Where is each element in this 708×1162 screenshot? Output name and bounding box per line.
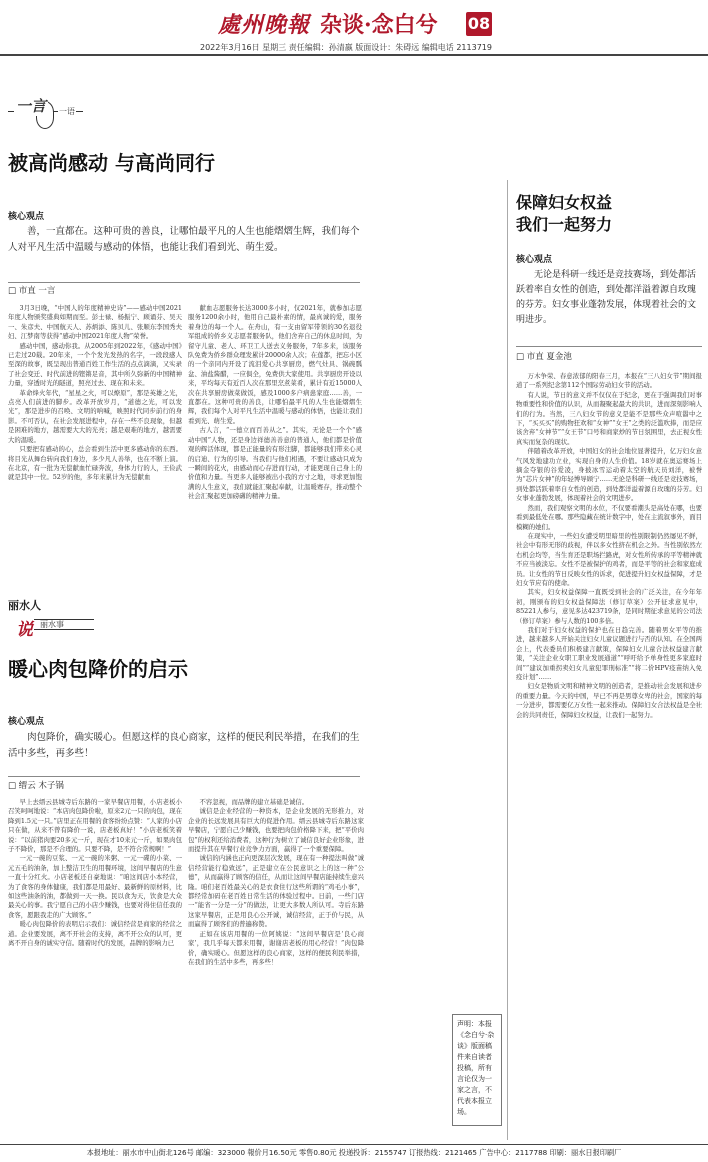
article1-title: 被高尚感动 与高尚同行 bbox=[8, 151, 215, 175]
article1-key-label: 核心观点 bbox=[8, 212, 45, 222]
article1-key-text: 善，一直都在。这种可贵的善良，让哪怕最平凡的人生也能熠熠生辉，我们每个人对平凡生活中温暖与感动的体悟，也能让我们看到光、萌生爱。 bbox=[8, 226, 360, 253]
masthead-meta: 2022年3月16日 星期三 责任编辑：孙清嬴 版面设计：朱碍远 编辑电话 2113719 bbox=[200, 43, 492, 52]
paragraph: 正如在该店用餐的一位阿姨说：“这间早餐店是‘良心商家’，我几乎每天都来用餐，谢谢店老板的用心经营！”肉包降价，确实暖心。但愿这样的良心商家，这样的便民利民举措，在我们的生活中多些，再多些！ bbox=[188, 929, 364, 966]
section-name: 杂谈·念白兮 bbox=[320, 12, 438, 38]
article3-title-line1: 保障妇女权益 bbox=[516, 193, 613, 212]
article2-divider bbox=[8, 776, 360, 777]
article3-byline: □ 市直 夏金池 bbox=[516, 352, 572, 362]
article3-key-text: 无论是科研一线还是竞技赛场，到处都活跃着率自女性的创造，到处都洋溢着源自玫瑰的芬芳。妇女事业蓬勃发展，体现着社会的文明进步。 bbox=[516, 270, 697, 325]
article3-key-label: 核心观点 bbox=[516, 255, 553, 265]
top-rule bbox=[0, 54, 708, 56]
paragraph: 诚信的内涵也正向更深层次发展，现在有一种提法叫做“诚信经营能行稳致远”，正是建立在公民意识之上的这一种“公德”，从而赢得了顾客的信任，从而让这间早餐店能持续生意兴隆。咱们老百姓最关心的是衣食住行这些所谓的“鸡毛小事”，都经常加码在老百姓日常生活的体验过程中。日前，一些门店一“能省一分是一分”的做法，让更大多数人所认可。寺后东路这家早餐店，正是用良心公开诚，诚信经营，正于价与民，从而赢得了顾客们的普遍称赞。 bbox=[188, 854, 364, 929]
paragraph: 其实，妇女权益保障一直既受到社会的广泛关注，在今年年初，刚颁布的妇女权益保障法（修订草案）公开征求意见中，85221人参与，意见多达423719条，是同时期征求意见的公司法（修订草案）参与人数的100多倍。 bbox=[516, 588, 702, 625]
footer: 本报地址：丽水市中山街北126号 邮编：323000 報价月16.50元 零售0.80元 投递投诉：2155747 订报热线：2121465 广告中心：2117788 印刷：丽水日报印刷厂 bbox=[0, 1144, 708, 1162]
article3-column bbox=[516, 372, 702, 1142]
section-logo-say: 说 bbox=[16, 620, 33, 640]
article2-title: 暖心肉包降价的启示 bbox=[8, 657, 188, 681]
paragraph: 革命烽火年代，“星星之火，可以燎原”，那是英雄之光，点亮人们前进的脚步。改革开放岁月，“道德之光，可以发光”，那是进步的召唤、文明的呐喊，映照时代同步前行的身影。不可否认，在社会发展进程中，存在一些不良现象，但越是困难的地方，越需要大大的光亮；越是艰难的地方，越需要大的温暖。 bbox=[8, 388, 182, 444]
section-logo-small: 丽水事 bbox=[40, 620, 64, 629]
paragraph: 伴随着改革开放，中国妇女的社会地位显著提升，亿万妇女意气风发地建功立业，实现自身的人生价值。18岁就在奥运赛场上摘金夺银的谷爱凌，身披冰雪运动着太空的航天员刘洋，被誉为“芯片女神”的年轻博导顾宁……无论是科研一线还是竞技赛场，到处都活跃着率自女性的创造，到处都洋溢着源自玫瑰的芬芳。妇女事业蓬勃发展，体现着社会的文明进步。 bbox=[516, 447, 702, 503]
section-logo-big: 丽水人 bbox=[8, 599, 41, 612]
paragraph: 早上去缙云县城寺后东路的一家早餐店用餐，小店老板小召笑呵呵地说：“本店肉包降价啦，原来2元一只的肉包，现在降到1.5元一只。”店里正在用餐的食客纷纷点赞：“人家的小店只在做，从来不曾有降价一说，店老板真好！”小店老板笑着说：“以前猪肉要20多元一斤，现在才10来元一斤，如果肉包子不降价，那是不合理的。只要不降，是不符合常规啊！” bbox=[8, 798, 182, 854]
article2-left-column bbox=[8, 798, 182, 1142]
article2-key-label: 核心观点 bbox=[8, 717, 45, 727]
article1-left-column bbox=[8, 304, 182, 590]
article2-byline: □ 缙云 木子锅 bbox=[8, 781, 64, 791]
paragraph: 一元一碗的豆浆、一元一碗的米粥、一元一碟的小菜、一元五毛的油条，加上整洁卫生的用餐环境，这间早餐店的生意一直十分红火。小店老板还自豪地说：“咱这间店小本经营，为了食客的身体健康，我们都是用最好、最新鲜的原材料，比如这些油条的油，都做到一天一换。民以食为天，饮食是大众最关心的事。我宁愿自己的小店少赚钱，也要对得住信任我的食客，愿跟我走的广大顾客。” bbox=[8, 854, 182, 919]
article1-mid-column bbox=[188, 304, 362, 590]
paragraph: 我们对于妇女权益的保护也在日趋完善。随着男女平等的推进，越来越多人开始关注妇女儿童议题进行与否的认知。在全国两会上，代表委员们积极建言献策，保障妇女儿童合法权益建言献策，“关注企业女职工职业发展通道”“呼吁给予单身性更多家庭时间”“建议加重拐卖妇女儿童犯罪刑标准”“将二价HPV疫苗纳入免疫计划”…… bbox=[516, 625, 702, 681]
paragraph: 有人说，节日的意义并不仅仅在于纪念，更在于强调我们对事物重要性和价值的认识，从而凝聚起最大的共识，进而深刻影响人们的行为。当然，三八妇女节的意义是能不是那些众声喧嚣中之下，“买买买”的购物狂欢和“女神”“女王”之类的泛滥吹捧，而是应该舍弃“女神节”“女王节”口号和商家炒的节日氛围里，去正视女性真实而复杂的现状。 bbox=[516, 390, 702, 446]
article1-byline: □ 市直 一言 bbox=[8, 286, 56, 296]
article2-section-logo bbox=[8, 597, 98, 649]
column-separator bbox=[507, 180, 508, 1140]
column-logo bbox=[8, 95, 83, 133]
column-logo-big: 一言 bbox=[16, 97, 47, 115]
paragraph: 只要把有感动的心，总会看到生活中更多感动你的东西。将目光从舞台转向我们身边，多少凡人善举，也在不断上演。在北京，有一批为无偿献血忙碌奔波，身体力行的人，王俭武就是其中一位。52岁的他，多年来累计为无偿献血 bbox=[8, 445, 182, 482]
paragraph: 3月3日晚，“中国人的年度精神史诗”——感动中国2021年度人物颁奖盛典如期而至。彭士禄、杨振宁、顾诵芬、吴天一、朱彦夫、中国航天人、苏炳添、陈贝儿、张顺东李国秀夫妇、江梦南等获得“感动中国2021年度人物”荣誉。 bbox=[8, 304, 182, 341]
article2-key-text: 肉包降价，确实暖心。但愿这样的良心商家，这样的便民利民举措，在我们的生活中多些，再多些！ bbox=[8, 732, 360, 759]
paragraph: 献血志愿服务长达3000多小时，仅2021年，就参加志愿服务1200余小时，他用自己最朴素的情，最真诚的爱，服务着身边的每一个人。在舟山，有一支由留军带领的30名退役军组成的侨乡义志愿者服务队，他们舍弃自己的休息时间，为留守儿童、老人、环卫工人送去义务服务，7年多来，该服务队免费为侨乡群众理发累计20000余人次；在莲都，把忘小区的一个亲同内开设了流泪爱心共享厨房，燃气灶具、锅碗瓢盆、油盐酱醋，一应俱全，免费供大家使用。共享厨房开设以来，平均每天有近百人次在那里烹煮菜肴，累计有近15000人次在共享厨房做菜做饭，感及1000多户病患家庭……善，一直都在。这种可贵的善良，让哪怕最平凡的人生也能熠熠生辉，我们每个人对平凡生活中温暖与感动的体悟，也能让我们看到光、萌生爱。 bbox=[188, 304, 362, 425]
paragraph: 在现实中，一些妇女遭受明里暗里的性别限制仍然屡见不鲜，社会中有形无形的歧视，伴以多女性挤在机会之外。当性别依然左右机会均等，当生育还是职场拦路虎，对女性所传承的平等精神就不应当被淡忘。女性不是被保护的鸡者，而是平等的社会和家庭成员。让女性的节日反映女性的诉求，促进提升妇女权益保障，才是妇女节应有的使命。 bbox=[516, 531, 702, 587]
paragraph: 妇女是物质文明和精神文明的创造者，是推动社会发展和进步的重要力量。今天的中国，早已不再是男尊女卑的社会，国家的每一分进步，都需要亿万女性一起来推动。保障妇女合法权益是全社会的共同责任，保障妇女权益，让我们一起努力。 bbox=[516, 682, 702, 719]
column-logo-small: 一语 bbox=[59, 107, 75, 116]
paragraph: 诚信是企业经营的一种资本，是企业发展的无形推力，对企业的长远发展具有巨大的促进作用。缙云县城寺后东路这家早餐店，宁愿自己少赚钱，也要把肉包价格降下来，把“平价肉包”的权利还给消费者，这种行为树立了诚信良好企业形象，进而提升其在早餐行业竞争力方面，赢得了一个重要保障。 bbox=[188, 807, 364, 854]
article2-mid-column bbox=[188, 798, 364, 1142]
paragraph: 古人言，“一德立而百善从之”。其实，无论是一个个“感动中国”人物，还是身边祥德善善意的普通人，他们都是价值观的辉活体现，都是正能量的有形注脚，都能够我们带来心灵的启迪、行为的引导。当我们与他们相遇，不要让感动只成为一瞬间的花火，由感动而心存进而行动，才能更现自己身上的价值和力量。当更多人能够被出小我的方寸之地，寻求更加饱满的人生意义，我们就能汇聚起奉献，让温暖赛存，推动整个社会汇聚起更加磅礴的精神力量。 bbox=[188, 426, 362, 501]
paper-name: 處州晚報 bbox=[218, 12, 311, 38]
paragraph: 暖心肉包降价的表明启示我们：诚信经营是商家的经营之道。企业要发展，离不开社会的支持，离不开公众的认可，更离不开自身的诚实守信。随着时代的发展，品牌的影响力已 bbox=[8, 920, 182, 948]
article3-divider bbox=[516, 346, 702, 347]
article3-title-line2: 我们一起努力 bbox=[516, 215, 613, 234]
page-number: 08 bbox=[466, 12, 492, 36]
paragraph: 感动中国，感动你我。从2005年到2022年，《感动中国》已走过20载。20年来，一个个发光发热的名字，一段段感人至深的故事，既呈现出普通百姓工作生活的点点滴滴，又实录了社会变迁、时代前进的铿锵足音，其中所久弥新的中国精神力量，穿透时光的隧道，照亮过去、现在和未来。 bbox=[8, 341, 182, 388]
declaration-box: 声明：本报《念白兮·杂谈》版面稿件来自读者投稿，所有言论仅为一家之言，不代表本报立场。 bbox=[452, 1014, 502, 1126]
paragraph: 不容忽视，而品牌的建立基础是诚信。 bbox=[199, 798, 309, 806]
paragraph: 万木争荣、春意浓郁的阳春三月，本报在“三八妇女节”期间报道了一系列纪念第112个国际劳动妇女节的活动。 bbox=[516, 372, 702, 390]
masthead bbox=[0, 0, 708, 58]
article1-divider bbox=[8, 282, 360, 283]
paragraph: 然而，我们观察文明的水位，不仅要看潮头是高处在哪，也要看到最低处在哪。那些隐藏在统计数字中，处在主流叙事外，面目模糊的她们。 bbox=[516, 503, 702, 531]
